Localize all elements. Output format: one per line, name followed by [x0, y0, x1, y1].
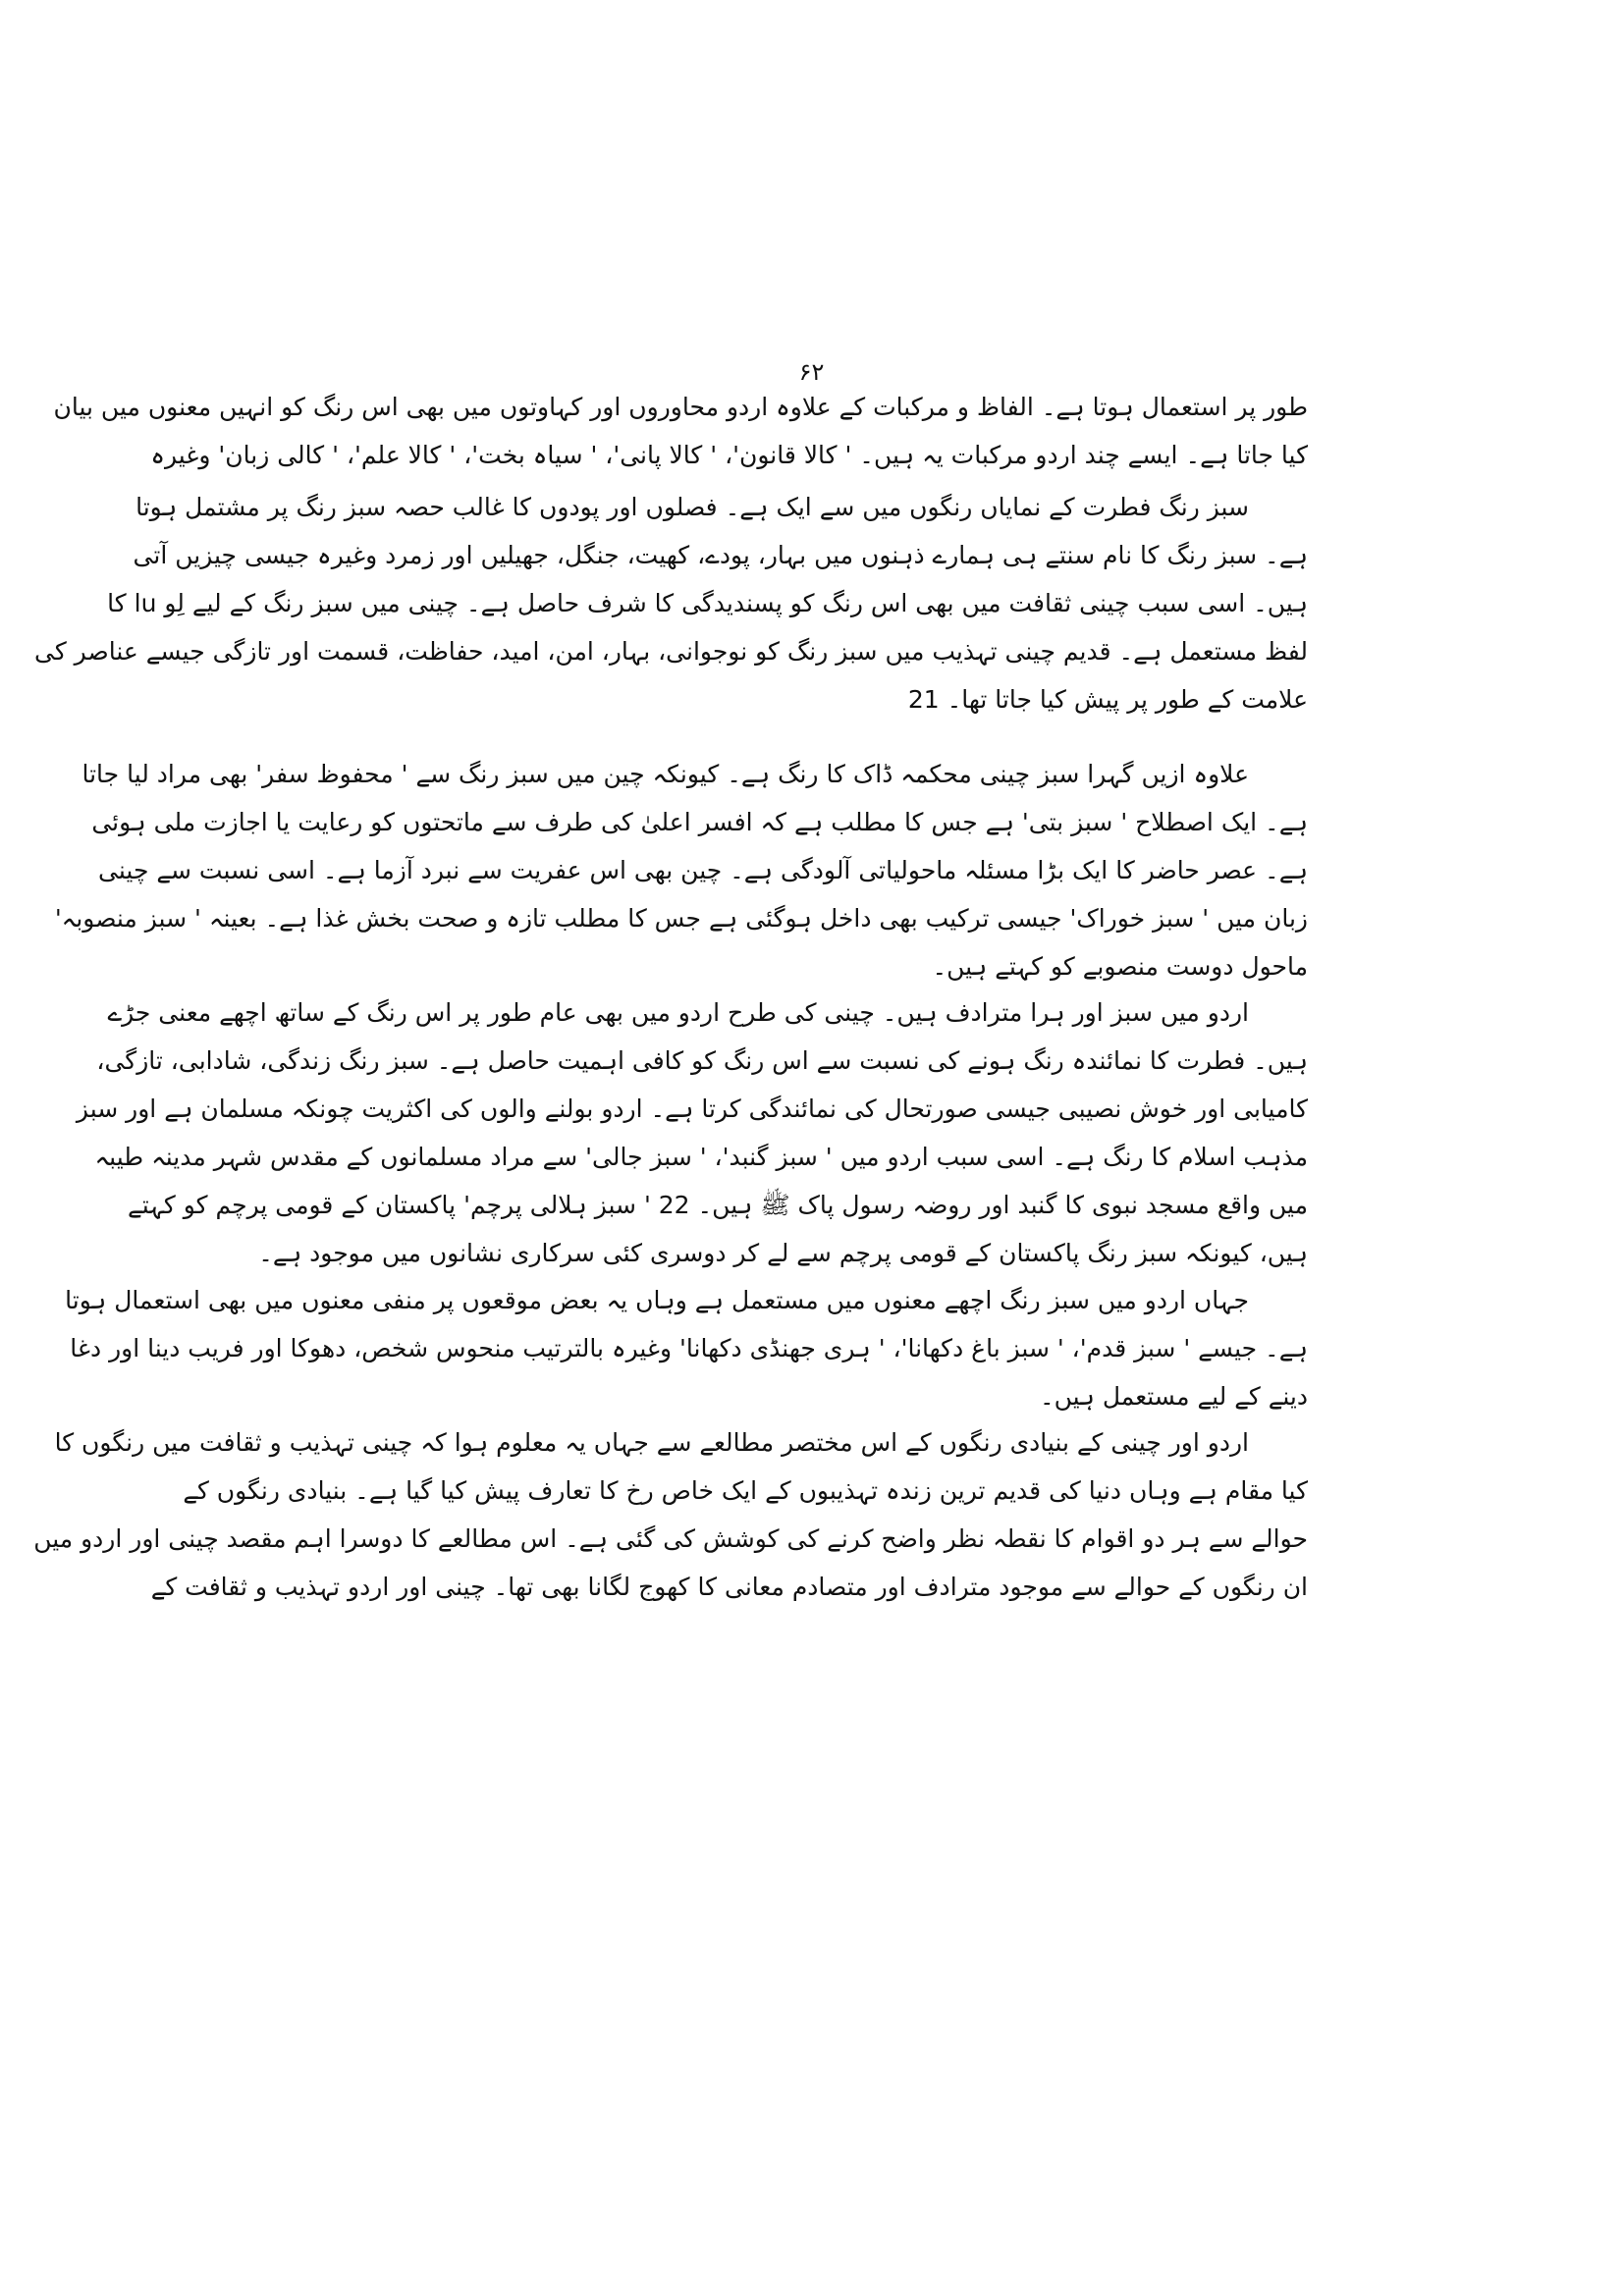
- text-line: ہے۔ سبز رنگ کا نام سنتے ہی ہمارے ذہنوں میں بہار، پودے، کھیت، جنگل، جھیلیں اور زمرد وغیرہ جیسی چیزیں آتی: [133, 541, 1308, 569]
- text-line: ہیں، کیونکہ سبز رنگ پاکستان کے قومی پرچم سے لے کر دوسری کئی سرکاری نشانوں میں موجود ہے۔: [258, 1239, 1308, 1267]
- text-line: ان رنگوں کے حوالے سے موجود مترادف اور متصادم معانی کا کھوج لگانا بھی تھا۔ چینی اور اردو تہذیب و ثقافت کے: [150, 1573, 1308, 1601]
- paragraph-green-postal-service: [54, 750, 1308, 990]
- text-line: طور پر استعمال ہوتا ہے۔ الفاظ و مرکبات کے علاوہ اردو محاوروں اور کہاوتوں میں بھی اس رنگ کو انہیں معنوں میں بیان: [53, 393, 1308, 421]
- text-line: ہے۔ جیسے ' سبز قدم'، ' سبز باغ دکھانا'، ' ہری جھنڈی دکھانا' وغیرہ بالترتیب منحوس شخص، دھوکا اور فریب دینا اور دغا: [70, 1334, 1308, 1362]
- intro-paragraph: [53, 383, 1308, 479]
- text-line: حوالے سے ہر دو اقوام کا نقطہ نظر واضح کرنے کی کوشش کی گئی ہے۔ اس مطالعے کا دوسرا اہم مقصد چینی اور اردو میں: [33, 1524, 1308, 1553]
- text-line: ہے۔ عصر حاضر کا ایک بڑا مسئلہ ماحولیاتی آلودگی ہے۔ چین بھی اس عفریت سے نبرد آزما ہے۔ اسی نسبت سے چینی: [98, 856, 1308, 884]
- text-line: اردو میں سبز اور ہرا مترادف ہیں۔ چینی کی طرح اردو میں بھی عام طور پر اس رنگ کے ساتھ اچھے معنی جڑے: [107, 998, 1249, 1027]
- page-number: ۶۲: [798, 358, 825, 386]
- paragraph-conclusion: [33, 1418, 1308, 1611]
- text-line: جہاں اردو میں سبز رنگ اچھے معنوں میں مستعمل ہے وہاں یہ بعض موقعوں پر منفی معنوں میں بھی استعمال ہوتا: [65, 1286, 1249, 1314]
- text-line: کامیابی اور خوش نصیبی جیسی صورتحال کی نمائندگی کرتا ہے۔ اردو بولنے والوں کی اکثریت چونکہ مسلمان ہے اور سبز: [76, 1095, 1308, 1123]
- text-line: ماحول دوست منصوبے کو کہتے ہیں۔: [932, 952, 1308, 981]
- text-line: ہے۔ ایک اصطلاح ' سبز بتی' ہے جس کا مطلب ہے کہ افسر اعلیٰ کی طرف سے ماتحتوں کو رعایت یا اجازت ملی ہوئی: [91, 808, 1308, 836]
- text-line: علامت کے طور پر پیش کیا جاتا تھا۔ 21: [907, 685, 1308, 714]
- paragraph-green-in-urdu: [76, 988, 1308, 1277]
- text-line: لفظ مستعمل ہے۔ قدیم چینی تہذیب میں سبز رنگ کو نوجوانی، بہار، امن، امید، حفاظت، قسمت اور تازگی جیسے عناصر کی: [34, 637, 1308, 666]
- text-line: کیا جاتا ہے۔ ایسے چند اردو مرکبات یہ ہیں۔ ' کالا قانون'، ' کالا پانی'، ' سیاہ بخت'، ' کالا علم'، ' کالی زبان' وغیرہ: [150, 441, 1308, 469]
- paragraph-green-negative-meanings: [65, 1276, 1308, 1420]
- text-line: زبان میں ' سبز خوراک' جیسی ترکیب بھی داخل ہوگئی ہے جس کا مطلب تازہ و صحت بخش غذا ہے۔ بعینہ ' سبز منصوبہ': [54, 904, 1308, 933]
- text-line: میں واقع مسجد نبوی کا گنبد اور روضہ رسول پاک ﷺ ہیں۔ 22 ' سبز ہلالی پرچم' پاکستان کے قومی پرچم کو کہتے: [128, 1191, 1308, 1219]
- text-line: کیا مقام ہے وہاں دنیا کی قدیم ترین زندہ تہذیبوں کے ایک خاص رخ کا تعارف پیش کیا گیا ہے۔ بنیادی رنگوں کے: [183, 1476, 1308, 1505]
- paragraph-green-color-nature: [34, 483, 1308, 723]
- text-line: ہیں۔ فطرت کا نمائندہ رنگ ہونے کی نسبت سے اس رنگ کو کافی اہمیت حاصل ہے۔ سبز رنگ زندگی، شادابی، تازگی،: [96, 1046, 1308, 1075]
- text-line: دینے کے لیے مستعمل ہیں۔: [1040, 1382, 1308, 1411]
- text-line: سبز رنگ فطرت کے نمایاں رنگوں میں سے ایک ہے۔ فصلوں اور پودوں کا غالب حصہ سبز رنگ پر مشتمل ہوتا: [135, 493, 1249, 521]
- text-line: اردو اور چینی کے بنیادی رنگوں کے اس مختصر مطالعے سے جہاں یہ معلوم ہوا کہ چینی تہذیب و ثقافت میں رنگوں کا: [54, 1428, 1249, 1457]
- text-line: ہیں۔ اسی سبب چینی ثقافت میں بھی اس رنگ کو پسندیدگی کا شرف حاصل ہے۔ چینی میں سبز رنگ کے لیے لِو lu کا: [107, 589, 1308, 617]
- text-line: علاوہ ازیں گہرا سبز چینی محکمہ ڈاک کا رنگ ہے۔ کیونکہ چین میں سبز رنگ سے ' محفوظ سفر' بھی مراد لیا جاتا: [81, 760, 1249, 788]
- text-line: مذہب اسلام کا رنگ ہے۔ اسی سبب اردو میں ' سبز گنبد'، ' سبز جالی' سے مراد مسلمانوں کے مقدس شہر مدینہ طیبہ: [94, 1143, 1308, 1171]
